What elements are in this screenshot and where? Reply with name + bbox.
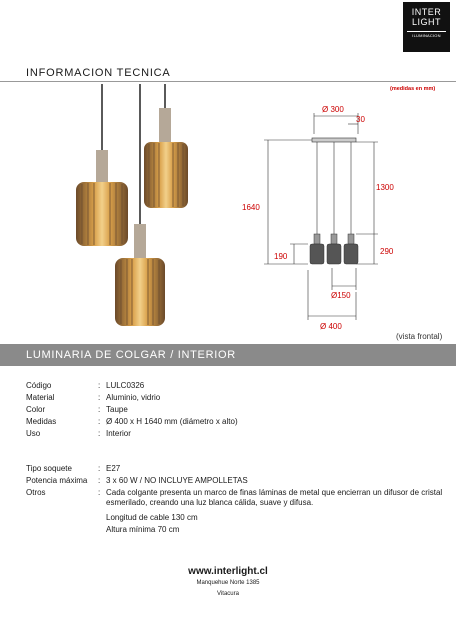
spec-key: Código (26, 381, 52, 390)
spec-value: Taupe (106, 405, 128, 414)
spec-value: Ø 400 x H 1640 mm (diámetro x alto) (106, 417, 238, 426)
spec-key: Color (26, 405, 46, 414)
units-note: (medidas en mm) (390, 86, 436, 92)
dim-1300: 1300 (376, 183, 394, 192)
product-photo (60, 84, 220, 332)
address-line-1: Manquehue Norte 1385 (196, 580, 260, 586)
spec-key: Tipo soquete (26, 464, 72, 473)
spec-key: Material (26, 393, 55, 402)
dimension-drawing (236, 96, 396, 336)
spec-key: Medidas (26, 417, 57, 426)
dim-d400: Ø 400 (320, 322, 342, 331)
logo-line-1: INTER (411, 7, 442, 17)
lamp-right (144, 108, 188, 208)
logo-line-2: LIGHT (411, 17, 441, 27)
spec-key: Otros (26, 488, 46, 497)
website-link[interactable]: www.interlight.cl (188, 566, 268, 577)
cable-length: Longitud de cable 130 cm (106, 513, 198, 522)
category-band (0, 344, 456, 366)
lamp-left (76, 150, 128, 246)
spec-key: Uso (26, 429, 41, 438)
shade-silhouettes (310, 234, 358, 264)
section-title: INFORMACION TECNICA (26, 67, 171, 79)
dim-d150: Ø150 (331, 291, 351, 300)
dim-290: 290 (380, 247, 394, 256)
min-height: Altura mínima 70 cm (106, 525, 180, 534)
spec-value: LULC0326 (106, 381, 145, 390)
spec-value: 3 x 60 W / NO INCLUYE AMPOLLETAS (106, 476, 248, 485)
category-title: LUMINARIA DE COLGAR / INTERIOR (26, 349, 236, 361)
divider (0, 81, 456, 82)
spec-value: Aluminio, vidrio (106, 393, 161, 402)
brand-logo (403, 2, 450, 52)
spec-value: E27 (106, 464, 121, 473)
spec-value: Cada colgante presenta un marco de finas láminas de metal que encierran un difusor de cristal esmerilado, creando una luz blanca cálida, suave y difusa. (106, 488, 443, 507)
dim-1640: 1640 (242, 203, 260, 212)
spec-key: Potencia máxima (26, 476, 88, 485)
dim-30: 30 (356, 115, 365, 124)
spec-value: Interior (106, 429, 131, 438)
dim-190: 190 (274, 252, 288, 261)
dim-d300: Ø 300 (322, 105, 344, 114)
address-line-2: Vitacura (217, 591, 239, 597)
view-note: (vista frontal) (396, 332, 443, 341)
logo-line-3: ILUMINACION (407, 31, 446, 39)
